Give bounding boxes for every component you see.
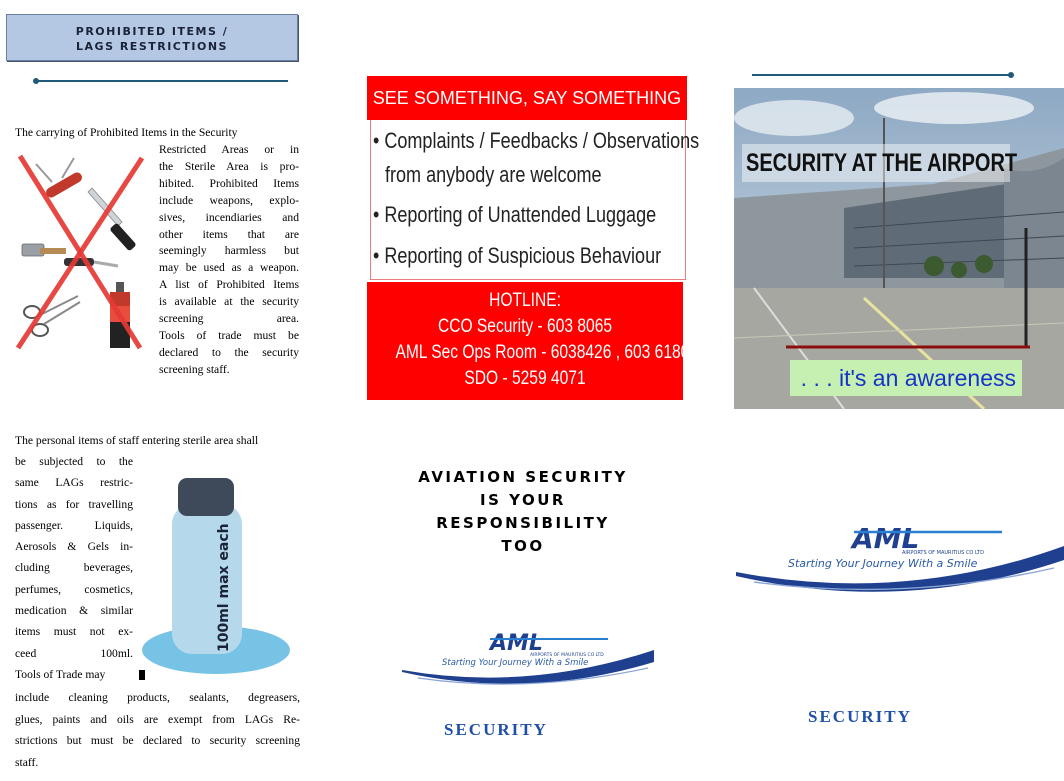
lags-line: tions as for travelling [15, 497, 133, 511]
prohibited-line: sives, incendiaries and [159, 210, 299, 224]
aviation-security-heading [362, 466, 684, 558]
lags-line: cluding beverages, [15, 561, 133, 575]
prohibited-line: declared to the security [159, 345, 299, 359]
prohibited-line: screening staff. [159, 362, 230, 376]
header-line-2: LAGS RESTRICTIONS [76, 40, 228, 53]
prohibited-line: A list of Prohibited Items [159, 278, 299, 292]
reporting-list [370, 120, 700, 280]
section-header-prohibited [6, 14, 298, 61]
prohibited-line: is available at the security [159, 295, 299, 309]
aml-logo-middle [398, 628, 658, 694]
security-label-right: SECURITY [808, 707, 912, 726]
logo-subtitle: AIRPORTS OF MAURITIUS CO LTD [530, 653, 604, 658]
knife-icon [88, 188, 137, 251]
lags-tail-paragraph [15, 687, 300, 773]
lags-line: passenger. Liquids, [15, 518, 133, 532]
lags-line: items must not ex- [15, 625, 133, 639]
logo-tagline: Starting Your Journey With a Smile [442, 658, 589, 668]
hotline-cco: CCO Security - 603 8065 [437, 316, 613, 337]
logo-name: AML [490, 631, 543, 656]
prohibited-line: screening area. [159, 312, 299, 326]
prohibited-items-illustration [14, 152, 154, 356]
lags-line: same LAGs restric- [15, 476, 133, 490]
hammer-icon [22, 244, 66, 256]
lags-line: Aerosols & Gels in- [15, 540, 133, 554]
hotline-aml: AML Sec Ops Room - 6038426 , 603 6180 /90 [395, 342, 716, 363]
prohibited-line: the Sterile Area is pro- [159, 159, 299, 173]
prohibited-line: seemingly harmless but [159, 244, 299, 258]
lags-tail-line: strictions but must be declared to security screening [15, 734, 300, 748]
bullet-unattended: • Reporting of Unattended Luggage [373, 202, 657, 227]
logo-tagline-right: Starting Your Journey With a Smile [788, 557, 978, 570]
logo-name-right: AML [852, 522, 920, 555]
logo-subtitle-right: AIRPORTS OF MAURITIUS CO LTD [902, 550, 984, 556]
prohibited-line: may be used as a weapon. [159, 261, 299, 275]
bullet-suspicious-text: Reporting of Suspicious Behaviour [384, 243, 662, 268]
prohibited-line: include weapons, explo- [159, 193, 299, 207]
awareness-tag: . . . it's an awareness [790, 360, 1022, 396]
lags-line: medication & similar [15, 604, 133, 618]
lags-line: be subjected to the [15, 455, 133, 468]
lags-tail-line: glues, paints and oils are exempt from LAGs Re- [15, 712, 300, 726]
prohibited-line: Tools of trade must be [159, 328, 299, 342]
hotline-title: HOTLINE: [489, 290, 561, 311]
photo-title [742, 144, 1018, 182]
prohibited-line: other items that are [159, 227, 299, 241]
prohibited-line: Restricted Areas or in [159, 143, 299, 156]
header-line-1: PROHIBITED ITEMS / [75, 25, 229, 38]
divider-rule [36, 80, 288, 82]
prohibited-paragraph [159, 142, 299, 379]
prohibited-first-line: The carrying of Prohibited Items in the Security [15, 126, 238, 139]
bullet-complaints-cont: from anybody are welcome [385, 162, 602, 187]
lags-tail-line: include cleaning products, sealants, degreasers, [15, 691, 300, 704]
see-something-banner: SEE SOMETHING, SAY SOMETHING [367, 76, 687, 120]
bullet-complaints-line1: Complaints / Feedbacks / Observations [384, 128, 700, 153]
hotline-box [367, 282, 716, 400]
photo-title-text: SECURITY AT THE AIRPORT [746, 149, 1018, 177]
bullet-suspicious: • Reporting of Suspicious Behaviour [373, 243, 662, 268]
bottle-label: 100ml max each [216, 523, 232, 652]
lags-first-line: The personal items of staff entering sterile area shall [15, 434, 259, 447]
heading-line-1: AVIATION SECURITY [418, 468, 628, 486]
security-label-middle: SECURITY [444, 720, 548, 739]
bullet-complaints: • Complaints / Feedbacks / Observations [373, 128, 700, 153]
lags-line: Tools of Trade may [15, 667, 106, 681]
heading-line-3: RESPONSIBILITY [436, 514, 610, 532]
lags-paragraph [15, 451, 133, 685]
lags-tail-line: staff. [15, 755, 39, 769]
hotline-sdo: SDO - 5259 4071 [464, 368, 586, 389]
liquid-bottle-illustration [140, 474, 296, 678]
bottle-cap [178, 478, 234, 516]
lags-line: perfumes, cosmetics, [15, 582, 133, 596]
heading-line-4: TOO [501, 537, 545, 555]
prohibited-line: hibited. Prohibited Items [159, 176, 299, 190]
bullet-unattended-text: Reporting of Unattended Luggage [384, 202, 657, 227]
lags-line: ceed 100ml. [15, 646, 133, 660]
aml-logo-right [734, 518, 1064, 604]
divider-rule-right [752, 74, 1010, 76]
heading-line-2: IS YOUR [480, 491, 566, 509]
